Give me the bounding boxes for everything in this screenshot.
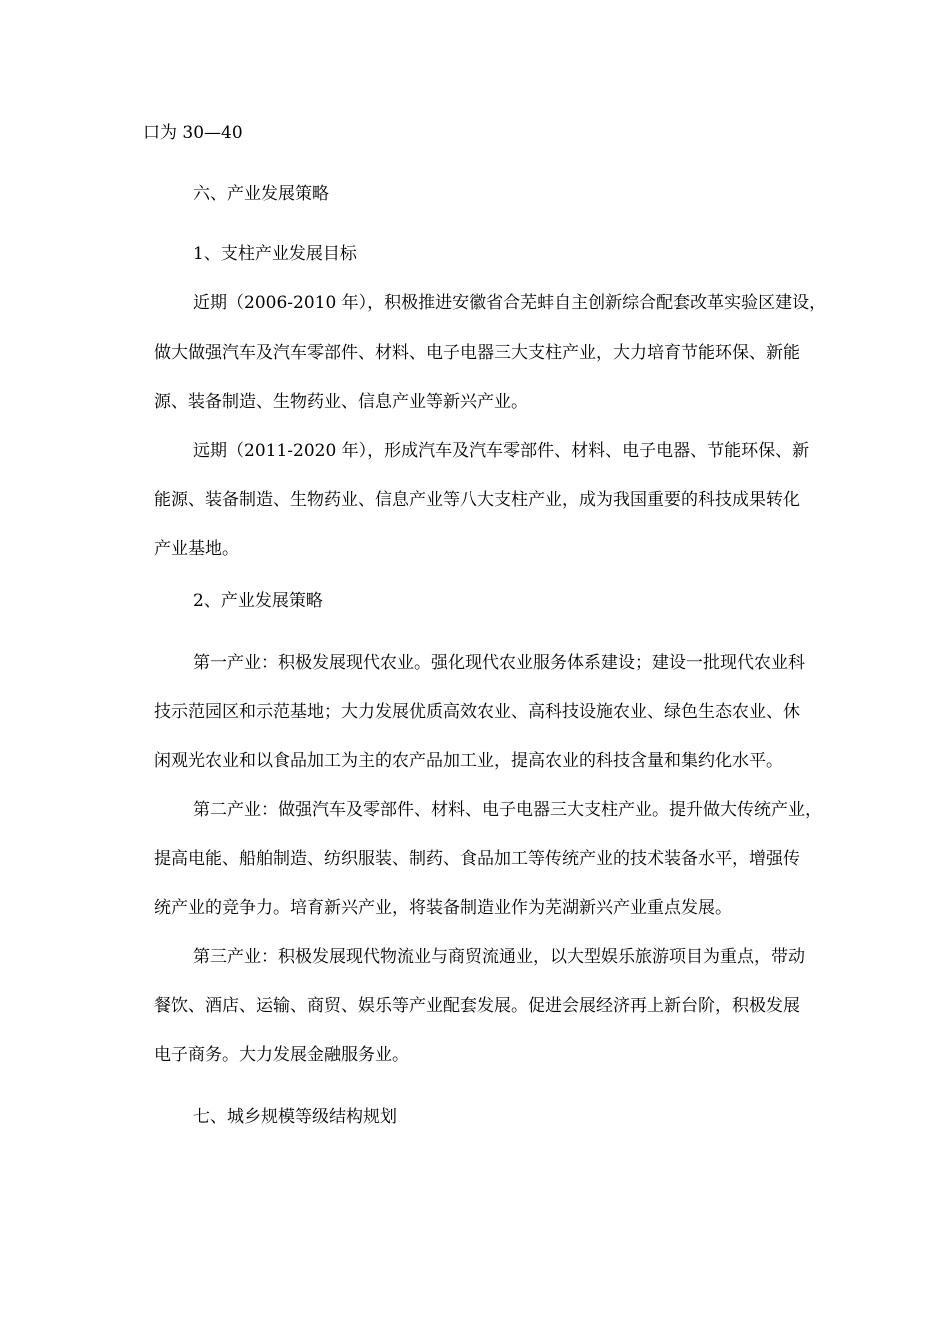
long-term-line-1: 远期（2011-2020 年），形成汽车及汽车零部件、材料、电子电器、节能环保、新: [193, 441, 810, 461]
primary-industry-line-3: 闲观光农业和以食品加工为主的农产品加工业，提高农业的科技含量和集约化水平。: [154, 751, 783, 771]
near-term-line-1: 近期（2006-2010 年），积极推进安徽省合芜蚌自主创新综合配套改革实验区建设，: [193, 293, 827, 313]
near-term-line-3: 源、装备制造、生物药业、信息产业等新兴产业。: [154, 392, 528, 412]
top-fragment: 口为 30—40: [143, 123, 243, 143]
tertiary-industry-line-3: 电子商务。大力发展金融服务业。: [154, 1045, 409, 1065]
long-term-line-2: 能源、装备制造、生物药业、信息产业等八大支柱产业，成为我国重要的科技成果转化: [154, 490, 800, 510]
secondary-industry-line-3: 统产业的竞争力。培育新兴产业，将装备制造业作为芜湖新兴产业重点发展。: [154, 898, 732, 918]
tertiary-industry-line-1: 第三产业：积极发展现代物流业与商贸流通业，以大型娱乐旅游项目为重点，带动: [193, 947, 805, 967]
primary-industry-line-2: 技示范园区和示范基地；大力发展优质高效农业、高科技设施农业、绿色生态农业、休: [154, 702, 800, 722]
primary-industry-line-1: 第一产业：积极发展现代农业。强化现代农业服务体系建设；建设一批现代农业科: [193, 653, 805, 673]
subsection-2-heading: 2、产业发展策略: [193, 591, 323, 611]
secondary-industry-line-1: 第二产业：做强汽车及零部件、材料、电子电器三大支柱产业。提升做大传统产业，: [193, 800, 822, 820]
subsection-1-heading: 1、支柱产业发展目标: [193, 244, 357, 264]
near-term-line-2: 做大做强汽车及汽车零部件、材料、电子电器三大支柱产业，大力培育节能环保、新能: [154, 343, 800, 363]
tertiary-industry-line-2: 餐饮、酒店、运输、商贸、娱乐等产业配套发展。促进会展经济再上新台阶，积极发展: [154, 996, 800, 1016]
section-7-heading: 七、城乡规模等级结构规划: [193, 1107, 397, 1127]
secondary-industry-line-2: 提高电能、船舶制造、纺织服装、制药、食品加工等传统产业的技术装备水平，增强传: [154, 849, 800, 869]
section-6-heading: 六、产业发展策略: [193, 184, 329, 204]
long-term-line-3: 产业基地。: [154, 539, 239, 559]
